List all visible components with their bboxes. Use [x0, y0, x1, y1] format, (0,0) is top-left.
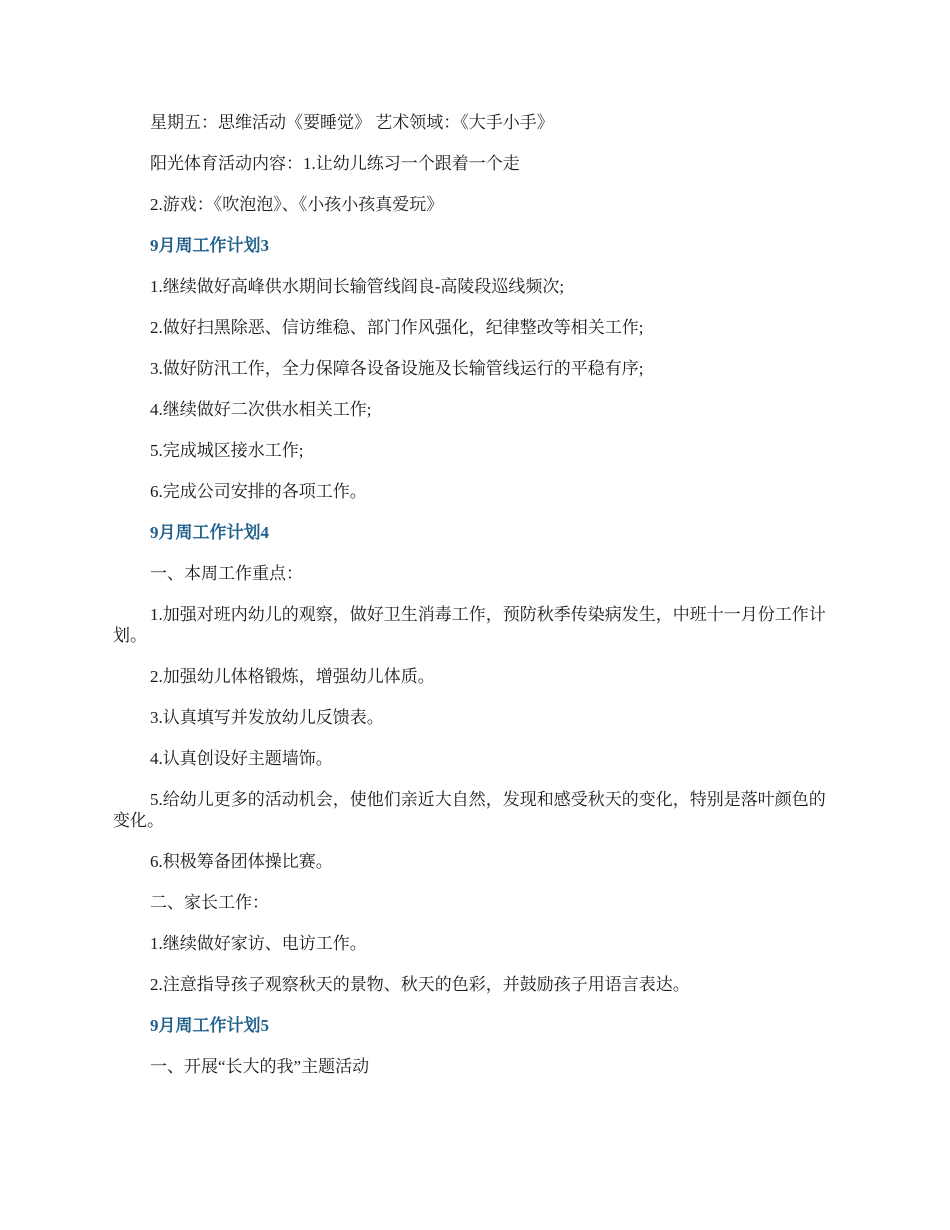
list-item: 4.继续做好二次供水相关工作;	[150, 400, 372, 419]
list-item: 3.认真填写并发放幼儿反馈表。	[150, 708, 384, 727]
list-item: 2.做好扫黑除恶、信访维稳、部门作风强化，纪律整改等相关工作;	[150, 318, 644, 337]
subheading-weekly-focus: 一、本周工作重点：	[150, 564, 303, 583]
list-item: 1.继续做好高峰供水期间长输管线阎良-高陵段巡线频次;	[150, 277, 565, 296]
paragraph-games: 2.游戏：《吹泡泡》、《小孩小孩真爱玩》	[150, 195, 444, 214]
subheading-theme-activity: 一、开展“长大的我”主题活动	[150, 1057, 370, 1076]
section-heading-plan-3: 9月周工作计划3	[150, 236, 269, 255]
list-item: 5.完成城区接水工作;	[150, 441, 304, 460]
list-item: 1.加强对班内幼儿的观察，做好卫生消毒工作，预防秋季传染病发生，中班十一月份工作计划。	[113, 605, 826, 645]
list-item: 6.完成公司安排的各项工作。	[150, 482, 367, 501]
list-item: 5.给幼儿更多的活动机会，使他们亲近大自然，发现和感受秋天的变化，特别是落叶颜色的变化。	[113, 790, 826, 830]
list-item: 6.积极筹备团体操比赛。	[150, 852, 333, 871]
list-item: 2.注意指导孩子观察秋天的景物、秋天的色彩，并鼓励孩子用语言表达。	[150, 975, 690, 994]
list-item: 3.做好防汛工作，全力保障各设备设施及长输管线运行的平稳有序;	[150, 359, 644, 378]
section-heading-plan-4: 9月周工作计划4	[150, 523, 269, 542]
paragraph-friday-activities: 星期五：思维活动《要睡觉》 艺术领域：《大手小手》	[150, 113, 554, 132]
list-item: 1.继续做好家访、电访工作。	[150, 934, 367, 953]
document-body	[113, 112, 837, 1097]
section-heading-plan-5: 9月周工作计划5	[150, 1016, 269, 1035]
subheading-parent-work: 二、家长工作：	[150, 893, 269, 912]
paragraph-sunshine-pe: 阳光体育活动内容：1.让幼儿练习一个跟着一个走	[150, 154, 520, 173]
list-item: 4.认真创设好主题墙饰。	[150, 749, 333, 768]
list-item: 2.加强幼儿体格锻炼，增强幼儿体质。	[150, 667, 435, 686]
